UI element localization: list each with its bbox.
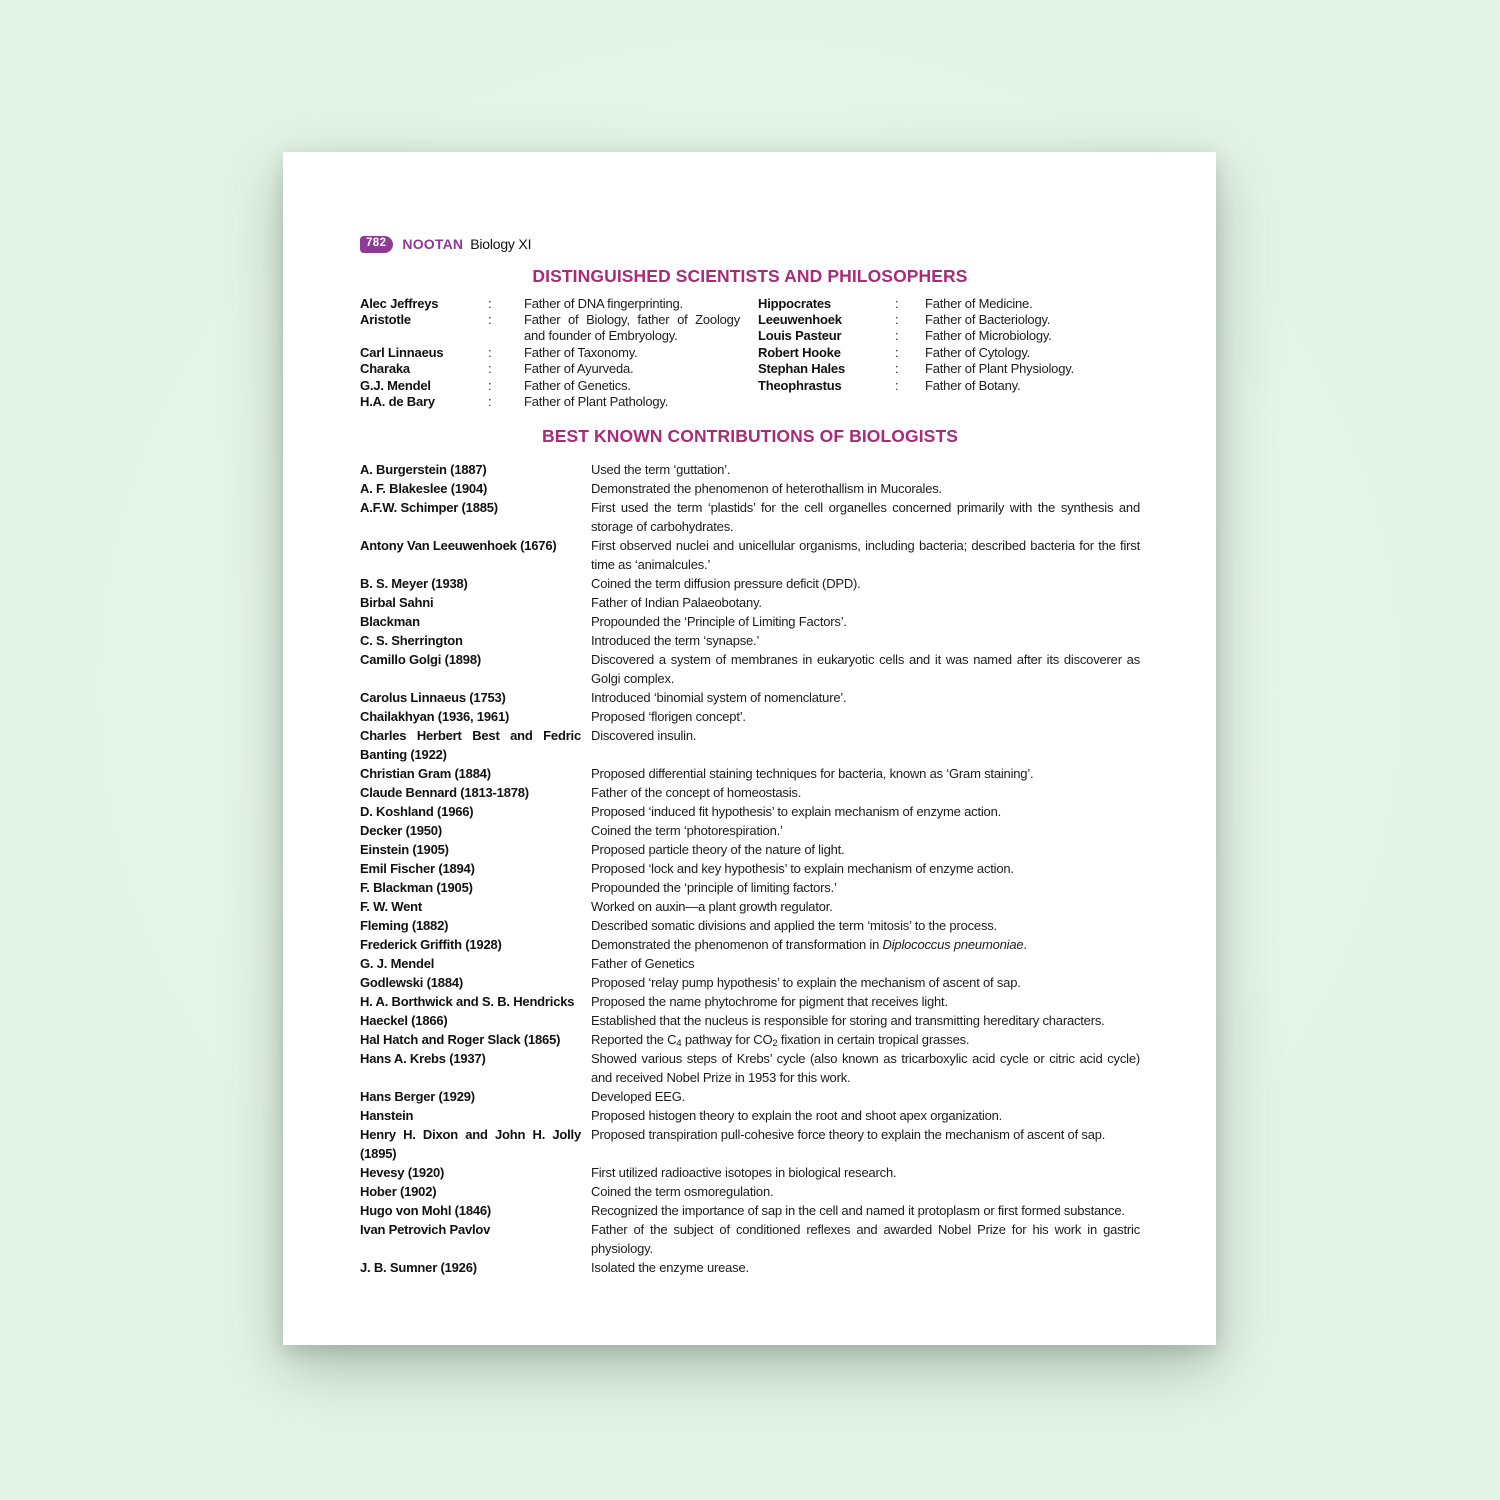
colon-separator: : <box>488 311 492 327</box>
biologist-name: Christian Gram (1884) <box>360 766 491 782</box>
contribution-row <box>360 574 1140 593</box>
contribution-text: Proposed ‘relay pump hypothesis’ to explain the mechanism of ascent of sap. <box>591 975 1021 991</box>
scientist-name: Robert Hooke <box>758 344 841 360</box>
contribution-text: Isolated the enzyme urease. <box>591 1260 749 1276</box>
biologist-name: Hal Hatch and Roger Slack (1865) <box>360 1032 561 1048</box>
scientist-title-text: Father of Bacteriology. <box>925 311 1051 327</box>
contributions-table <box>360 460 1140 1277</box>
contribution-text: Proposed transpiration pull-cohesive force theory to explain the mechanism of ascent of sap. <box>591 1127 1106 1143</box>
contribution-text: Propounded the ‘Principle of Limiting Factors’. <box>591 614 847 630</box>
contribution-text: Proposed ‘florigen concept’. <box>591 709 746 725</box>
contribution-text: Discovered a system of membranes in eukaryotic cells and it was named after its discoverer as Golgi complex. <box>591 652 1140 687</box>
contribution-text: Proposed differential staining techniques for bacteria, known as ‘Gram staining’. <box>591 766 1034 782</box>
contribution-row <box>360 479 1140 498</box>
contribution-row <box>360 1125 1140 1163</box>
scientist-row <box>360 296 740 312</box>
contribution-text: First used the term ‘plastids’ for the cell organelles concerned primarily with the synthesis and storage of carbohydrates. <box>591 500 1140 535</box>
contribution-text: Coined the term diffusion pressure deficit (DPD). <box>591 576 861 592</box>
contribution-text: Father of the subject of conditioned reflexes and awarded Nobel Prize for his work in gastric physiology. <box>591 1222 1140 1257</box>
contribution-text-fragment: . <box>1023 937 1027 953</box>
scientist-row <box>758 378 1140 394</box>
biologist-name: C. S. Sherrington <box>360 633 463 649</box>
brand-name: NOOTAN <box>402 236 464 253</box>
contribution-row <box>360 897 1140 916</box>
scientist-name: Leeuwenhoek <box>758 311 842 327</box>
contribution-row <box>360 973 1140 992</box>
page-header <box>360 236 1140 253</box>
biologist-name: Antony Van Leeuwenhoek (1676) <box>360 538 557 554</box>
contribution-text: Proposed ‘induced fit hypothesis’ to explain mechanism of enzyme action. <box>591 804 1002 820</box>
contribution-text: Proposed particle theory of the nature of light. <box>591 842 845 858</box>
scientist-title-text: Father of Taxonomy. <box>524 344 638 360</box>
contribution-text: Discovered insulin. <box>591 728 697 744</box>
biologist-name: H. A. Borthwick and S. B. Hendricks <box>360 994 575 1010</box>
contribution-text-fragment: 2 <box>772 1038 778 1050</box>
colon-separator: : <box>895 311 899 327</box>
scientist-title-text: Father of Cytology. <box>925 344 1031 360</box>
contribution-row <box>360 1163 1140 1182</box>
contribution-text-fragment: Reported the C <box>591 1032 677 1048</box>
biologist-name: D. Koshland (1966) <box>360 804 474 820</box>
page-number-badge: 782 <box>360 236 393 253</box>
biologist-name: Ivan Petrovich Pavlov <box>360 1222 491 1238</box>
contribution-row <box>360 764 1140 783</box>
contribution-row <box>360 650 1140 688</box>
biologist-name: B. S. Meyer (1938) <box>360 576 468 592</box>
biologist-name: A.F.W. Schimper (1885) <box>360 500 498 516</box>
contribution-text-fragment: fixation in certain tropical grasses. <box>777 1032 970 1048</box>
biologist-name: Hevesy (1920) <box>360 1165 445 1181</box>
colon-separator: : <box>488 393 492 409</box>
contribution-text <box>591 1030 1140 1049</box>
biologist-name: Hober (1902) <box>360 1184 437 1200</box>
biologist-name: Frederick Griffith (1928) <box>360 937 502 953</box>
scientist-title-text: Father of Genetics. <box>524 377 631 393</box>
scientist-row <box>360 378 740 394</box>
biologist-name: Hans Berger (1929) <box>360 1089 475 1105</box>
colon-separator: : <box>488 361 492 377</box>
biologist-name: Hans A. Krebs (1937) <box>360 1051 486 1067</box>
contribution-text-fragment: 4 <box>676 1038 682 1050</box>
contribution-text: Used the term ‘guttation’. <box>591 462 731 478</box>
contribution-row <box>360 1049 1140 1087</box>
contribution-text: Coined the term ‘photorespiration.’ <box>591 823 783 839</box>
biologist-name: F. W. Went <box>360 899 423 915</box>
colon-separator: : <box>895 344 899 360</box>
scientist-row <box>758 328 1140 344</box>
scientist-name: Aristotle <box>360 311 411 327</box>
biologist-name: Birbal Sahni <box>360 595 434 611</box>
contribution-row <box>360 1106 1140 1125</box>
contribution-row <box>360 707 1140 726</box>
contribution-text-fragment: pathway for CO <box>681 1032 773 1048</box>
contribution-text-fragment: Demonstrated the phenomenon of transformation in <box>591 937 883 953</box>
contribution-text: Described somatic divisions and applied the term ‘mitosis’ to the process. <box>591 918 997 934</box>
contribution-row <box>360 460 1140 479</box>
scientist-name: Charaka <box>360 361 410 377</box>
contribution-row <box>360 859 1140 878</box>
scientist-row <box>360 312 740 345</box>
scientist-name: Louis Pasteur <box>758 328 842 344</box>
scientist-name: H.A. de Bary <box>360 393 435 409</box>
scientist-row <box>360 394 740 410</box>
biologist-name: Charles Herbert Best and Fedric Banting (1922) <box>360 728 581 763</box>
contribution-text: Proposed ‘lock and key hypothesis’ to explain mechanism of enzyme action. <box>591 861 1014 877</box>
biologist-name: A. Burgerstein (1887) <box>360 462 487 478</box>
biologist-name: Claude Bennard (1813-1878) <box>360 785 529 801</box>
contribution-row <box>360 536 1140 574</box>
scientist-name: Carl Linnaeus <box>360 344 444 360</box>
contribution-row <box>360 1087 1140 1106</box>
section-title-scientists: DISTINGUISHED SCIENTISTS AND PHILOSOPHERS <box>532 265 968 286</box>
scientist-title-text: Father of Microbiology. <box>925 328 1052 344</box>
contribution-text-fragment: Diplococcus pneumoniae <box>882 937 1024 953</box>
biologist-name: J. B. Sumner (1926) <box>360 1260 477 1276</box>
colon-separator: : <box>895 361 899 377</box>
contribution-text: Showed various steps of Krebs’ cycle (also known as tricarboxylic acid cycle or citric acid cycle) and received Nobel Prize in 1953 for this work. <box>591 1051 1140 1086</box>
contribution-text: Proposed histogen theory to explain the root and shoot apex organization. <box>591 1108 1003 1124</box>
biologist-name: Carolus Linnaeus (1753) <box>360 690 506 706</box>
scientist-row <box>360 345 740 361</box>
biologist-name: Camillo Golgi (1898) <box>360 652 481 668</box>
scientist-title-text: Father of Medicine. <box>925 295 1033 311</box>
contribution-text: Recognized the importance of sap in the cell and named it protoplasm or first formed substance. <box>591 1203 1125 1219</box>
contribution-row <box>360 1258 1140 1277</box>
scientist-row <box>758 361 1140 377</box>
book-page <box>283 152 1216 1345</box>
contribution-row <box>360 631 1140 650</box>
contribution-row <box>360 783 1140 802</box>
scientist-row <box>758 312 1140 328</box>
contribution-text: First utilized radioactive isotopes in biological research. <box>591 1165 897 1181</box>
contribution-row <box>360 1220 1140 1258</box>
scientist-title-text: Father of Plant Pathology. <box>524 393 669 409</box>
scientist-name: Stephan Hales <box>758 361 845 377</box>
contribution-row <box>360 726 1140 764</box>
scientists-column-right <box>758 296 1140 394</box>
contribution-text: Established that the nucleus is responsible for storing and transmitting hereditary characters. <box>591 1013 1105 1029</box>
contribution-row <box>360 821 1140 840</box>
biologist-name: Chailakhyan (1936, 1961) <box>360 709 510 725</box>
biologist-name: Blackman <box>360 614 420 630</box>
scientist-title-text: Father of Botany. <box>925 377 1021 393</box>
contribution-row <box>360 992 1140 1011</box>
biologist-name: Decker (1950) <box>360 823 442 839</box>
biologist-name: F. Blackman (1905) <box>360 880 473 896</box>
colon-separator: : <box>488 344 492 360</box>
biologist-name: A. F. Blakeslee (1904) <box>360 481 488 497</box>
contribution-row <box>360 612 1140 631</box>
contribution-row <box>360 1011 1140 1030</box>
scientist-name: Theophrastus <box>758 377 842 393</box>
contribution-row <box>360 688 1140 707</box>
contribution-row <box>360 1030 1140 1049</box>
contribution-row <box>360 802 1140 821</box>
scientist-name: Hippocrates <box>758 295 831 311</box>
contribution-row <box>360 954 1140 973</box>
colon-separator: : <box>488 377 492 393</box>
biologist-name: Emil Fischer (1894) <box>360 861 475 877</box>
contribution-text <box>591 935 1140 954</box>
scientist-title-text: Father of Biology, father of Zoology and founder of Embryology. <box>524 311 740 344</box>
section-title-contributions: BEST KNOWN CONTRIBUTIONS OF BIOLOGISTS <box>541 426 958 447</box>
scientist-row <box>758 345 1140 361</box>
book-subject: Biology XI <box>470 236 532 253</box>
colon-separator: : <box>488 295 492 311</box>
biologist-name: Hanstein <box>360 1108 414 1124</box>
contribution-row <box>360 1201 1140 1220</box>
biologist-name: G. J. Mendel <box>360 956 435 972</box>
contribution-text: Demonstrated the phenomenon of heterothallism in Mucorales. <box>591 481 942 497</box>
contribution-text: Father of the concept of homeostasis. <box>591 785 802 801</box>
scientist-name: G.J. Mendel <box>360 377 431 393</box>
contribution-text: Developed EEG. <box>591 1089 686 1105</box>
scientists-column-left <box>360 296 740 411</box>
page-content <box>360 152 1140 1277</box>
contribution-text: Introduced the term ‘synapse.’ <box>591 633 760 649</box>
contribution-row <box>360 878 1140 897</box>
contribution-text: Introduced ‘binomial system of nomenclature’. <box>591 690 847 706</box>
contribution-text: Coined the term osmoregulation. <box>591 1184 774 1200</box>
colon-separator: : <box>895 328 899 344</box>
biologist-name: Henry H. Dixon and John H. Jolly (1895) <box>360 1127 581 1162</box>
scientist-title-text: Father of Plant Physiology. <box>925 361 1074 377</box>
contribution-row <box>360 593 1140 612</box>
biologist-name: Fleming (1882) <box>360 918 449 934</box>
biologist-name: Godlewski (1884) <box>360 975 464 991</box>
scientist-title-text: Father of Ayurveda. <box>524 361 634 377</box>
contribution-text: Father of Indian Palaeobotany. <box>591 595 762 611</box>
scientist-row <box>360 361 740 377</box>
colon-separator: : <box>895 377 899 393</box>
biologist-name: Haeckel (1866) <box>360 1013 448 1029</box>
biologist-name: Einstein (1905) <box>360 842 449 858</box>
colon-separator: : <box>895 295 899 311</box>
scientist-row <box>758 296 1140 312</box>
contribution-text: Father of Genetics <box>591 956 695 972</box>
contribution-text: Worked on auxin—a plant growth regulator. <box>591 899 833 915</box>
biologist-name: Hugo von Mohl (1846) <box>360 1203 492 1219</box>
contribution-row <box>360 840 1140 859</box>
contribution-text: Propounded the ‘principle of limiting factors.’ <box>591 880 837 896</box>
contribution-row <box>360 916 1140 935</box>
scientists-table <box>360 296 1140 411</box>
contribution-row <box>360 498 1140 536</box>
scientist-title-text: Father of DNA fingerprinting. <box>524 295 683 311</box>
scientist-name: Alec Jeffreys <box>360 295 439 311</box>
contribution-text: First observed nuclei and unicellular organisms, including bacteria; described bacteria for the first time as ‘animalcules.’ <box>591 538 1140 573</box>
contribution-text: Proposed the name phytochrome for pigment that receives light. <box>591 994 948 1010</box>
contribution-row <box>360 1182 1140 1201</box>
contribution-row <box>360 935 1140 954</box>
